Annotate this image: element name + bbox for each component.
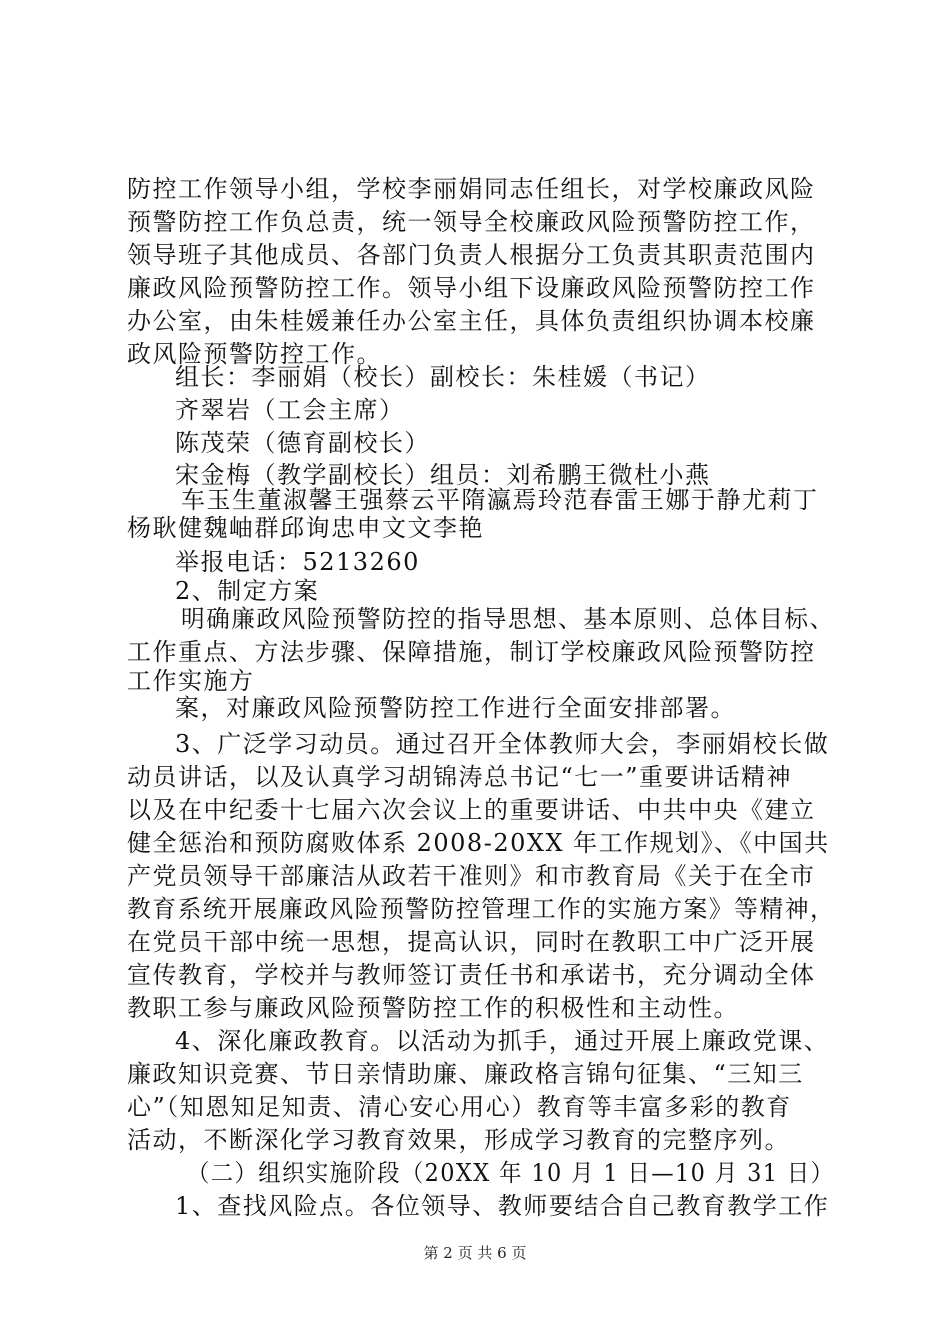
text-line: 预警防控工作负总责，统一领导全校廉政风险预警防控工作， bbox=[127, 208, 816, 236]
text-line: 活动，不断深化学习教育效果，形成学习教育的完整序列。 bbox=[127, 1126, 790, 1154]
text-line: 杨耿健魏岫群邱询忠申文文李艳 bbox=[127, 514, 484, 542]
text-line: （二）组织实施阶段（20XX 年 10 月 1 日—10 月 31 日） bbox=[187, 1159, 835, 1187]
text-line: 政风险预警防控工作。 bbox=[127, 340, 382, 368]
text-line: 工作实施方 bbox=[127, 667, 255, 695]
text-line: 1、查找风险点。各位领导、教师要结合自己教育教学工作 bbox=[175, 1192, 830, 1220]
text-line: 4、深化廉政教育。以活动为抓手，通过开展上廉政党课、 bbox=[175, 1027, 830, 1055]
text-line: 宋金梅（教学副校长）组员：刘希鹏王微杜小燕 bbox=[175, 461, 711, 489]
text-line: 车玉生董淑馨王强蔡云平隋瀛焉玲范春雷王娜于静尤莉丁 bbox=[181, 486, 819, 514]
text-line: 工作重点、方法步骤、保障措施，制订学校廉政风险预警防控 bbox=[127, 638, 816, 666]
text-line: 组长：李丽娟（校长）副校长：朱桂媛（书记） bbox=[175, 363, 711, 391]
text-line: 产党员领导干部廉洁从政若干准则》和市教育局《关于在全市 bbox=[127, 862, 816, 890]
text-line: 心”（知恩知足知责、清心安心用心）教育等丰富多彩的教育 bbox=[127, 1093, 792, 1121]
text-line: 健全惩治和预防腐败体系 2008-20XX 年工作规划》、《中国共 bbox=[127, 829, 830, 857]
text-line: 2、制定方案 bbox=[175, 577, 320, 605]
text-line: 以及在中纪委十七届六次会议上的重要讲话、中共中央《建立 bbox=[127, 796, 816, 824]
text-line: 动员讲话，以及认真学习胡锦涛总书记“七一”重要讲话精神 bbox=[127, 763, 793, 791]
text-line: 在党员干部中统一思想，提高认识，同时在教职工中广泛开展 bbox=[127, 928, 816, 956]
page-number-footer: 第 2 页 共 6 页 bbox=[423, 1244, 527, 1262]
text-line: 领导班子其他成员、各部门负责人根据分工负责其职责范围内 bbox=[127, 241, 816, 269]
text-line: 明确廉政风险预警防控的指导思想、基本原则、总体目标、 bbox=[181, 605, 835, 633]
text-line: 防控工作领导小组，学校李丽娟同志任组长，对学校廉政风险 bbox=[127, 175, 816, 203]
text-line: 3、广泛学习动员。通过召开全体教师大会，李丽娟校长做 bbox=[175, 730, 830, 758]
text-line: 陈茂荣（德育副校长） bbox=[175, 429, 430, 457]
text-line: 案，对廉政风险预警防控工作进行全面安排部署。 bbox=[175, 694, 736, 722]
text-line: 廉政知识竞赛、节日亲情助廉、廉政格言锦句征集、“三知三 bbox=[127, 1060, 804, 1088]
text-line: 办公室，由朱桂媛兼任办公室主任，具体负责组织协调本校廉 bbox=[127, 307, 816, 335]
text-line: 廉政风险预警防控工作。领导小组下设廉政风险预警防控工作 bbox=[127, 274, 816, 302]
text-line: 宣传教育，学校并与教师签订责任书和承诺书，充分调动全体 bbox=[127, 961, 816, 989]
text-line: 教育系统开展廉政风险预警防控管理工作的实施方案》等精神， bbox=[127, 895, 836, 923]
text-line: 齐翠岩（工会主席） bbox=[175, 396, 405, 424]
text-line: 举报电话：5213260 bbox=[175, 548, 420, 576]
text-line: 教职工参与廉政风险预警防控工作的积极性和主动性。 bbox=[127, 994, 739, 1022]
